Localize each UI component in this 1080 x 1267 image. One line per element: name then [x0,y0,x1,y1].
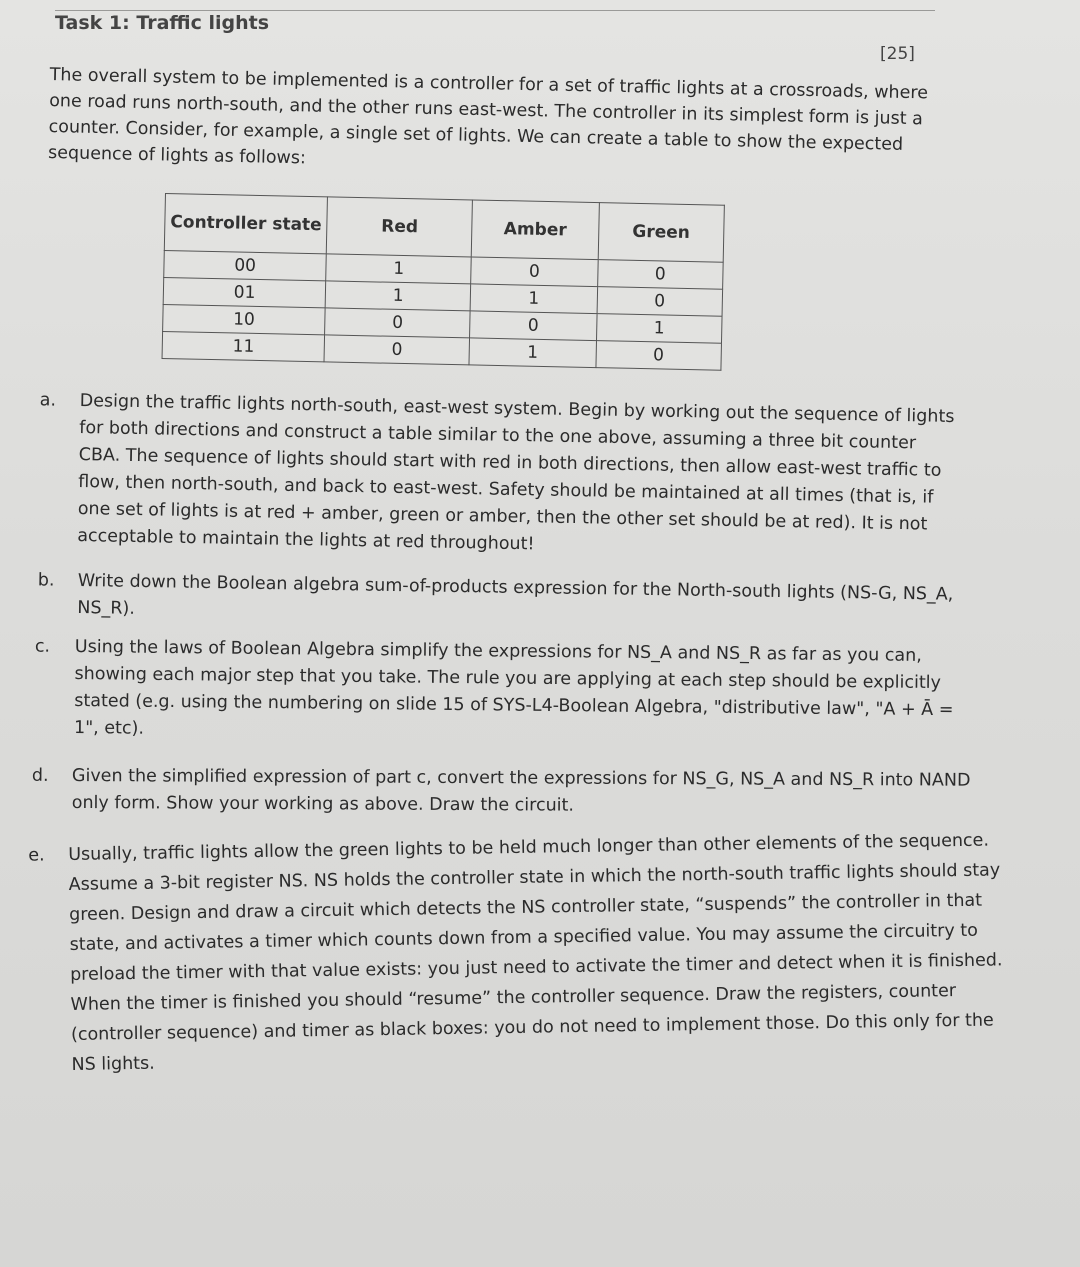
header-green: Green [598,203,725,263]
cell-amber: 0 [470,311,597,341]
cell-amber: 0 [471,257,598,287]
task-title: Task 1: Traffic lights [55,12,270,34]
question-text: Given the simplified expression of part c, convert the expressions for NS_G, NS_A and NS_R into NAND only form. Show your working as above. Draw the circuit. [71,765,971,816]
cell-green: 0 [597,260,723,290]
question-c [34,634,975,751]
question-letter: e. [28,845,45,866]
question-b [37,568,970,636]
cell-amber: 1 [469,338,596,368]
cell-green: 0 [596,341,722,371]
cell-green: 1 [596,314,722,344]
intro-paragraph: The overall system to be implemented is a controller for a set of traffic lights at a crossroads, where one road runs north-south, and the other runs east-west. The controller in its simplest form is just a counter. Consider, for example, a single set of lights. We can create a table to show the expected sequence of lights as follows: [47,64,929,169]
question-a [39,388,962,566]
header-controller-state: Controller state [164,194,328,254]
cell-state: 00 [164,250,327,280]
top-rule [55,10,935,11]
cell-green: 0 [597,287,723,317]
cell-red: 0 [325,308,470,338]
question-letter: a. [39,390,57,411]
question-letter: d. [31,765,49,786]
header-amber: Amber [471,200,599,260]
question-letter: b. [37,570,55,591]
controller-state-table [162,193,725,371]
cell-red: 1 [325,281,470,311]
cell-red: 1 [326,254,471,284]
question-text: Write down the Boolean algebra sum-of-products expression for the North-south lights (NS-G, NS_A, NS_R). [77,570,954,619]
header-red: Red [327,197,473,257]
question-letter: c. [34,636,51,657]
cell-state: 10 [163,304,326,334]
question-text: Usually, traffic lights allow the green lights to be held much longer than other elements of the sequence. Assume a 3-bit register NS. NS holds the controller state in which the north-south traffic lights should stay green. Design and draw a circuit which detects the NS controller state, “suspends” the controller in that state, and activates a timer which counts down from a specified value. You may assume the circuitry to preload the timer with that value exists: you just need to activate the timer and detect when it is finished. When the timer is finished you should “resume” the controller sequence. Draw the registers, counter (controller sequence) and timer as black boxes: you do not need to implement those. Do this only for the NS lights. [68,830,1003,1075]
cell-red: 0 [324,335,469,365]
question-text: Design the traffic lights north-south, east-west system. Begin by working out the sequence of lights for both directions and construct a table similar to the one above, assuming a three bit counter CBA. The sequence of lights should start with red in both directions, then allow east-west traffic to flow, then north-south, and back to east-west. Safety should be maintained at all times (that is, if one set of lights is at red + amber, green or amber, then the other set should be at red). It is not acceptable to maintain the lights at red throughout! [77,390,955,555]
question-d [31,763,987,822]
marks-label: [25] [880,44,915,64]
question-e [28,825,1016,1080]
cell-state: 11 [162,331,325,361]
question-text: Using the laws of Boolean Algebra simplify the expressions for NS_A and NS_R as far as you can, showing each major step that you take. The rule you are applying at each step should be explicitly stated (e.g. using the numbering on slide 15 of SYS-L4-Boolean Algebra, "distributive law", "A + Ā = 1", etc). [73,636,954,739]
cell-amber: 1 [470,284,597,314]
cell-state: 01 [163,277,326,307]
